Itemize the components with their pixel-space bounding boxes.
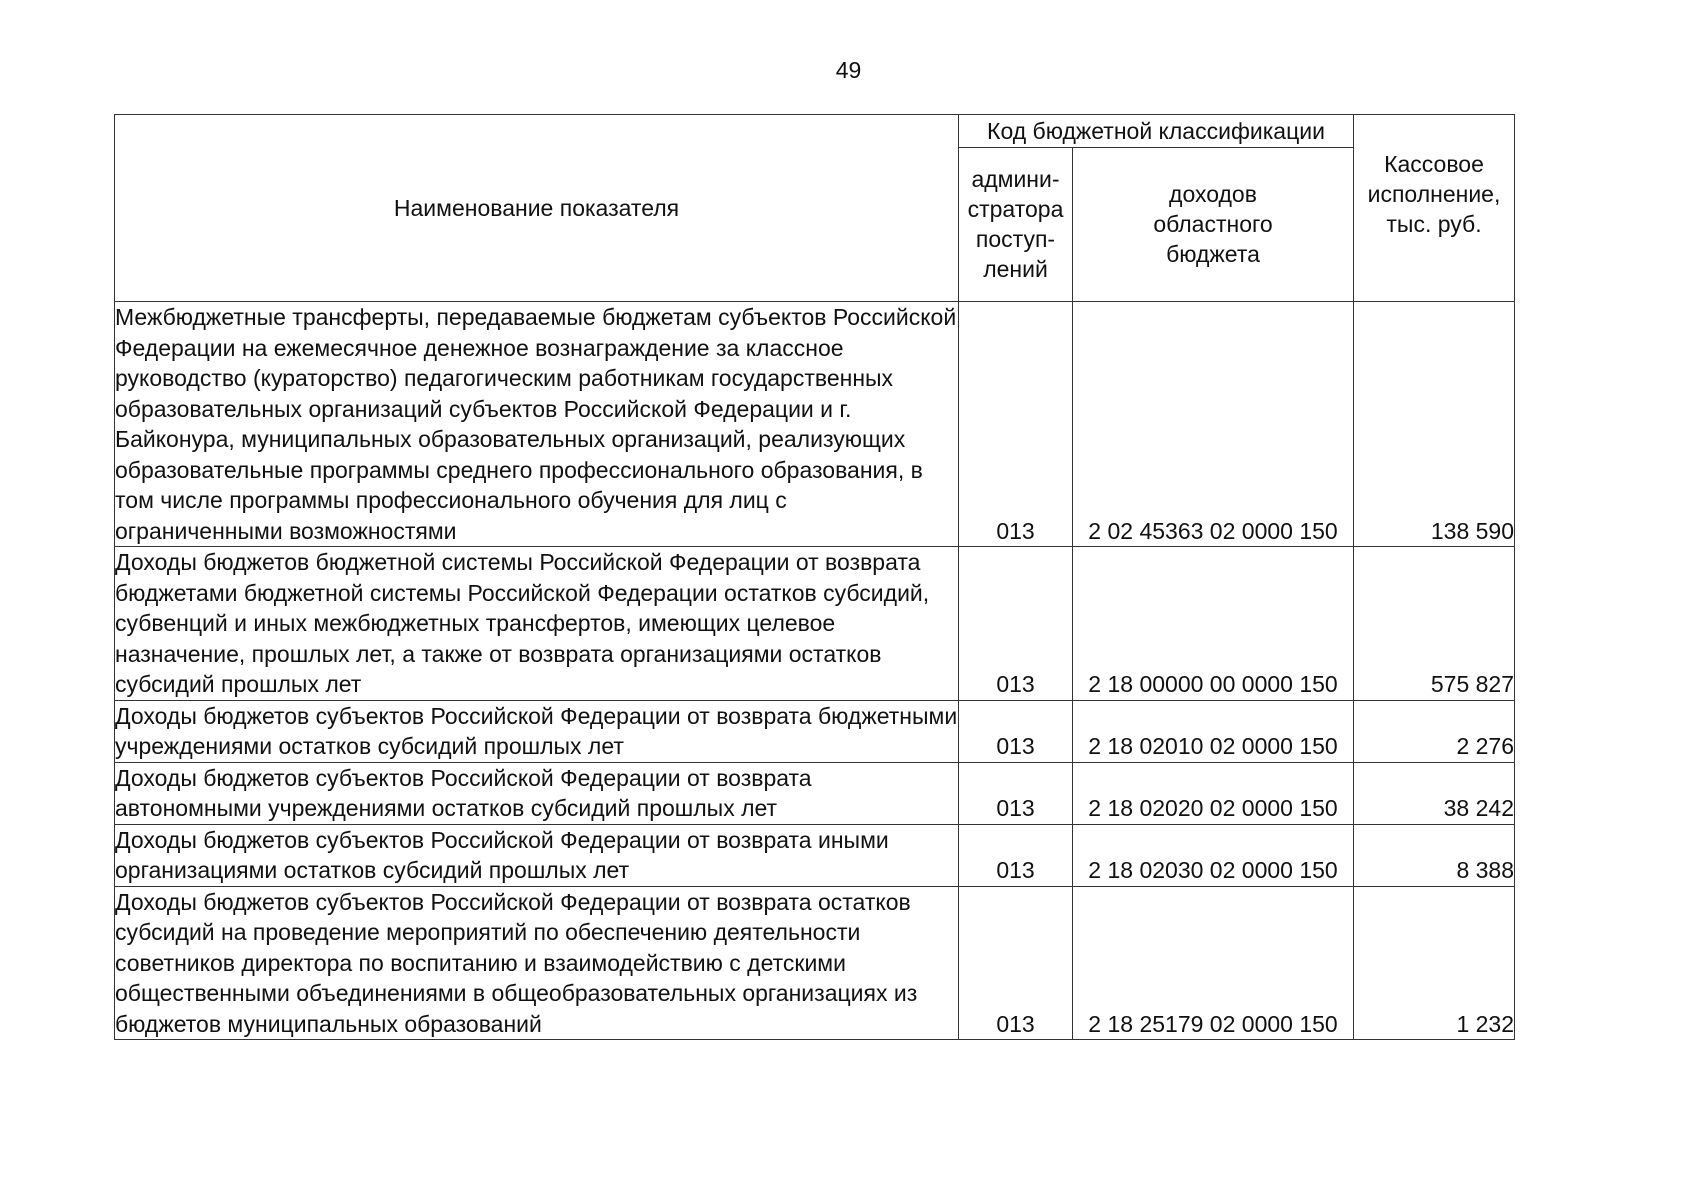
header-admin (959, 148, 1073, 302)
row-amount: 138 590 (1354, 302, 1515, 547)
header-revenue (1073, 148, 1354, 302)
row-amount: 575 827 (1354, 547, 1515, 701)
row-admin-code: 013 (959, 762, 1073, 824)
row-name: Доходы бюджетов бюджетной системы Российской Федерации от возврата бюджетами бюджетной системы Российской Федерации остатков субсидий, субвенций и иных межбюджетных трансфертов, имеющих целевое назначение, прошлых лет, а также от возврата организациями остатков субсидий прошлых лет (115, 547, 959, 701)
table-body (115, 302, 1515, 1040)
header-revenue-text: доходов областного бюджета (1153, 181, 1273, 268)
header-code-group: Код бюджетной классификации (959, 115, 1354, 148)
table-row (115, 886, 1515, 1040)
row-amount: 1 232 (1354, 886, 1515, 1040)
row-name: Доходы бюджетов субъектов Российской Федерации от возврата автономными учреждениями остатков субсидий прошлых лет (115, 762, 959, 824)
row-admin-code: 013 (959, 886, 1073, 1040)
row-classification-code: 2 18 00000 00 0000 150 (1073, 547, 1354, 701)
row-classification-code: 2 18 02030 02 0000 150 (1073, 824, 1354, 886)
row-admin-code: 013 (959, 302, 1073, 547)
row-admin-code: 013 (959, 547, 1073, 701)
row-admin-code: 013 (959, 700, 1073, 762)
budget-table (114, 114, 1515, 1040)
header-amount-text: Кассовое исполнение, тыс. руб. (1367, 150, 1501, 237)
row-name: Доходы бюджетов субъектов Российской Федерации от возврата бюджетными учреждениями остатков субсидий прошлых лет (115, 700, 959, 762)
row-name: Межбюджетные трансферты, передаваемые бюджетам субъектов Российской Федерации на ежемесячное денежное вознаграждение за классное руководство (кураторство) педагогическим работникам государственных образовательных организаций субъектов Российской Федерации и г. Байконура, муниципальных образовательных организаций, реализующих образовательные программы среднего профессионального образования, в том числе программы профессионального обучения для лиц с ограниченными возможностями (115, 302, 959, 547)
table-row (115, 824, 1515, 886)
table-header (115, 115, 1515, 302)
row-amount: 38 242 (1354, 762, 1515, 824)
table-row (115, 547, 1515, 701)
row-classification-code: 2 18 02010 02 0000 150 (1073, 700, 1354, 762)
row-admin-code: 013 (959, 824, 1073, 886)
row-amount: 2 276 (1354, 700, 1515, 762)
header-amount (1354, 115, 1515, 302)
header-admin-text: админи- стратора поступ- лений (967, 166, 1064, 283)
page-number: 49 (835, 57, 862, 83)
table-row (115, 700, 1515, 762)
row-name: Доходы бюджетов субъектов Российской Федерации от возврата иными организациями остатков субсидий прошлых лет (115, 824, 959, 886)
row-classification-code: 2 02 45363 02 0000 150 (1073, 302, 1354, 547)
row-name: Доходы бюджетов субъектов Российской Федерации от возврата остатков субсидий на проведение мероприятий по обеспечению деятельности советников директора по воспитанию и взаимодействию с детскими общественными объединениями в общеобразовательных организациях из бюджетов муниципальных образований (115, 886, 959, 1040)
row-amount: 8 388 (1354, 824, 1515, 886)
table-row (115, 302, 1515, 547)
row-classification-code: 2 18 25179 02 0000 150 (1073, 886, 1354, 1040)
header-name: Наименование показателя (115, 115, 959, 302)
row-classification-code: 2 18 02020 02 0000 150 (1073, 762, 1354, 824)
table-row (115, 762, 1515, 824)
